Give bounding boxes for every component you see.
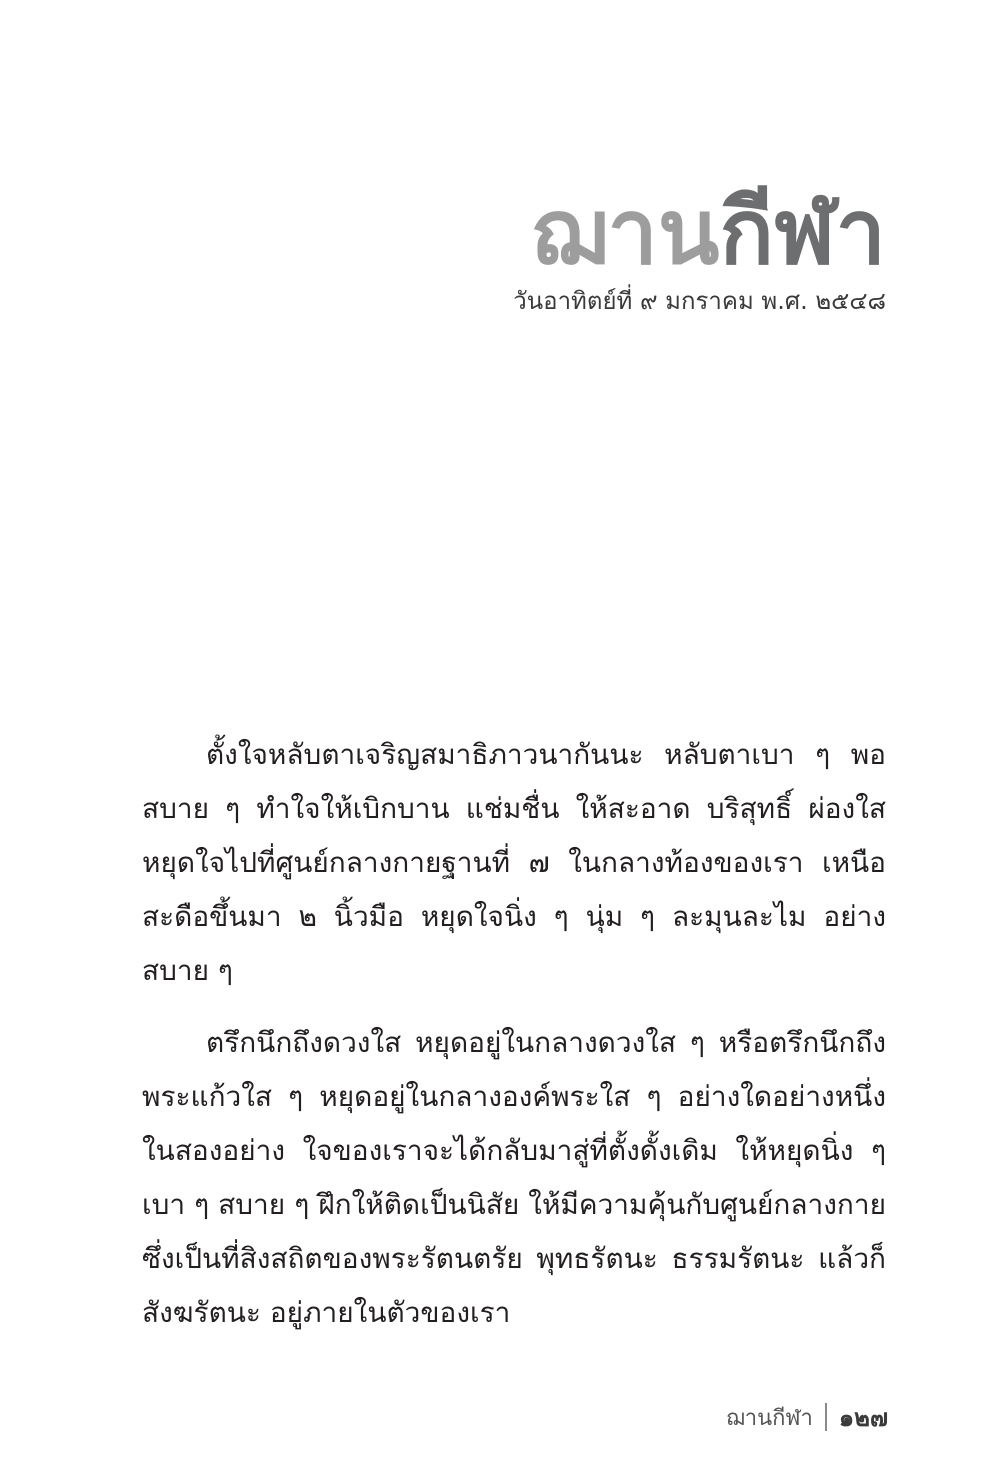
chapter-date: วันอาทิตย์ที่ ๙ มกราคม พ.ศ. ๒๕๔๘ <box>513 287 886 315</box>
chapter-title-part1: ฌาน <box>530 180 720 285</box>
chapter-title <box>530 178 886 288</box>
body-paragraph-2-container <box>142 1016 886 1340</box>
footer-divider <box>825 1403 827 1431</box>
body-paragraph-1-container <box>142 728 886 998</box>
footer-running-title: ฌานกีฬา <box>725 1405 813 1431</box>
footer-page-number: ๑๒๗ <box>838 1403 888 1432</box>
body-paragraph-1: ตั้งใจหลับตาเจริญสมาธิภาวนากันนะ หลับตาเบา ๆ พอสบาย ๆ ทำใจให้เบิกบาน แช่มชื่น ให้สะอาด บริสุทธิ์ ผ่องใส หยุดใจไปที่ศูนย์กลางกายฐานที่ ๗ ในกลางท้องของเรา เหนือสะดือขึ้นมา ๒ นิ้วมือ หยุดใจนิ่ง ๆ นุ่ม ๆ ละมุนละไม อย่างสบาย ๆ <box>142 738 886 987</box>
body-paragraph-2: ตรึกนึกถึงดวงใส หยุดอยู่ในกลางดวงใส ๆ หรือตรึกนึกถึงพระแก้วใส ๆ หยุดอยู่ในกลางองค์พระใส ๆ อย่างใดอย่างหนึ่งในสองอย่าง ใจของเราจะได้กลับมาสู่ที่ตั้งดั้งเดิม ให้หยุดนิ่ง ๆ เบา ๆ สบาย ๆ ฝึกให้ติดเป็นนิสัย ให้มีความคุ้นกับศูนย์กลางกาย ซึ่งเป็นที่สิงสถิตของพระรัตนตรัย พุทธรัตนะ ธรรมรัตนะ แล้วก็สังฆรัตนะ อยู่ภายในตัวของเรา <box>142 1026 886 1329</box>
chapter-title-part2: กีฬา <box>719 180 886 285</box>
page-footer <box>726 1400 888 1434</box>
